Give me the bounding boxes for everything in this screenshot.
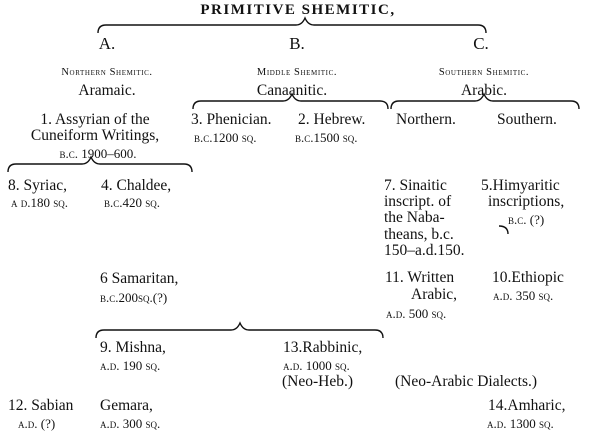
sinaitic-line2: inscript. of — [384, 193, 452, 210]
sinaitic-line3: the Naba- — [384, 209, 445, 226]
samaritan-name: 6 Samaritan, — [100, 270, 179, 287]
brace-mishna — [96, 323, 383, 338]
rabbinic-date: a.d. 1000 sq. — [283, 358, 350, 373]
ethiopic-date: a.d. 350 sq. — [493, 288, 554, 303]
sinaitic-line1: 7. Sinaitic — [384, 177, 447, 194]
node-southern: Southern. — [497, 111, 557, 128]
syriac-name: 8. Syriac, — [8, 177, 67, 194]
samaritan-date: b.c.200sq.(?) — [100, 290, 168, 305]
amharic-name: 14.Amharic, — [488, 397, 566, 414]
sinaitic-line5: 150–a.d.150. — [384, 242, 465, 259]
brace-primitive — [98, 18, 486, 33]
gemara-name: Gemara, — [100, 397, 153, 414]
syriac-date: a d.180 sq. — [11, 195, 69, 210]
brace-southern-top — [499, 226, 508, 234]
himyaritic-date: b.c. (?) — [508, 212, 545, 227]
assyrian-line2: Cuneiform Writings, — [30, 127, 160, 144]
written-arabic-line2: Arabic, — [411, 286, 458, 303]
branch-a-language: Aramaic. — [78, 82, 136, 99]
branch-c-letter: C. — [473, 34, 489, 53]
sinaitic-line4: theans, b.c. — [384, 226, 454, 243]
branch-b-language: Canaanitic. — [256, 82, 328, 99]
branch-c-language: Arabic. — [460, 82, 508, 99]
rabbinic-name: 13.Rabbinic, — [283, 339, 363, 356]
branch-b-group: Middle Shemitic. — [256, 67, 338, 78]
himyaritic-line2: inscriptions, — [488, 193, 565, 210]
assyrian-date: b.c. 1900–600. — [59, 146, 137, 161]
page-title: PRIMITIVE SHEMITIC, — [200, 2, 396, 18]
gemara-date: a.d. 300 sq. — [100, 416, 161, 431]
mishna-name: 9. Mishna, — [100, 339, 166, 356]
node-neo-arabic: (Neo-Arabic Dialects.) — [395, 373, 538, 390]
amharic-date: a.d. 1300 sq. — [487, 416, 554, 431]
hebrew-date: b.c.1500 sq. — [295, 130, 358, 145]
branch-b-letter: B. — [289, 34, 305, 53]
branch-c-group: Southern Shemitic. — [438, 67, 530, 78]
branch-a-group: Northern Shemitic. — [61, 67, 153, 78]
sabian-date: a.d. (?) — [18, 416, 56, 431]
branch-a-letter: A. — [98, 34, 116, 53]
written-arabic-line1: 11. Written — [385, 269, 455, 286]
himyaritic-line1: 5.Himyaritic — [481, 177, 560, 194]
node-northern: Northern. — [396, 111, 456, 128]
ethiopic-name: 10.Ethiopic — [492, 269, 564, 286]
chaldee-date: b.c.420 sq. — [104, 195, 161, 210]
rabbinic-note: (Neo-Heb.) — [282, 373, 354, 390]
phenician-name: 3. Phenician. — [191, 111, 272, 128]
phenician-date: b.c.1200 sq. — [194, 130, 257, 145]
mishna-date: a.d. 190 sq. — [100, 358, 161, 373]
sabian-name: 12. Sabian — [8, 397, 74, 414]
chaldee-name: 4. Chaldee, — [101, 177, 172, 194]
hebrew-name: 2. Hebrew. — [298, 111, 366, 128]
written-arabic-date: a.d. 500 sq. — [386, 306, 447, 321]
assyrian-line1: 1. Assyrian of the — [40, 111, 150, 128]
